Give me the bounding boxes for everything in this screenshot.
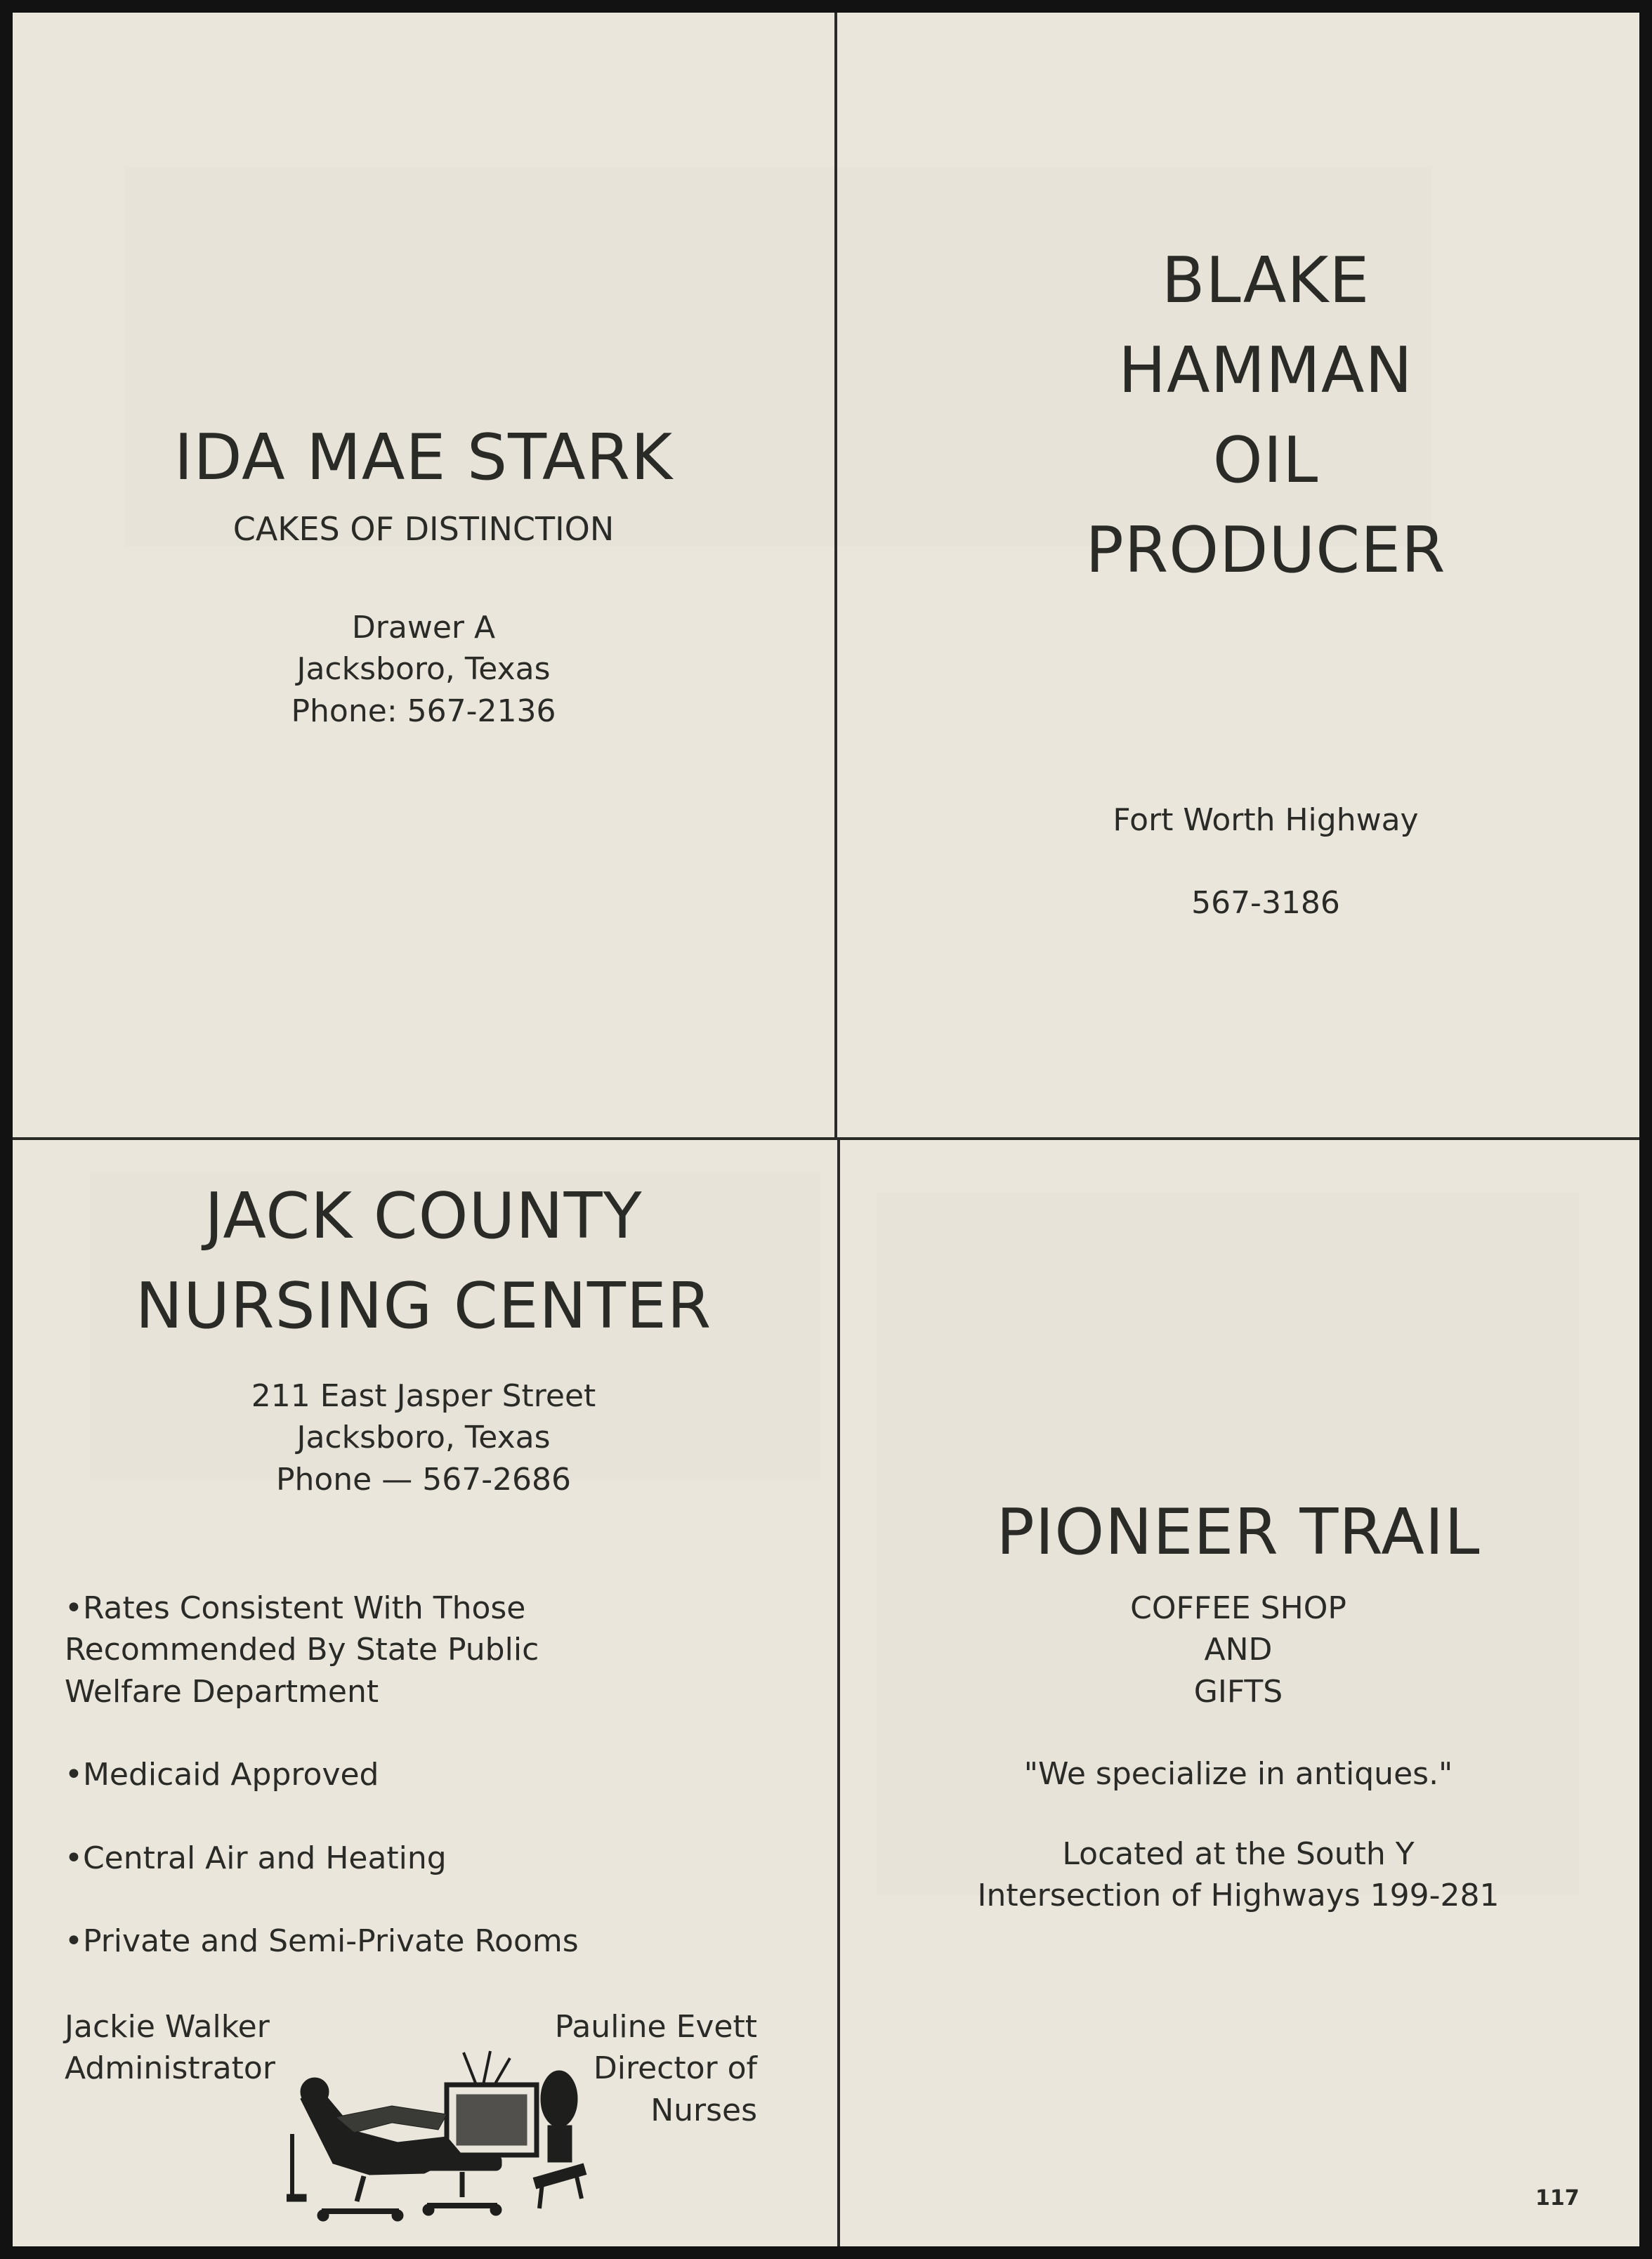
administrator-credit (65, 2006, 275, 2090)
horizontal-divider (13, 1137, 1639, 1140)
director-title-line2: Nurses (650, 2092, 757, 2128)
page-number: 117 (1535, 2186, 1580, 2211)
pioneer-line3: GIFTS (1193, 1673, 1283, 1710)
feature-text: •Central Air and Heating (65, 1840, 447, 1876)
hamman-title (907, 236, 1624, 596)
feature-text: Welfare Department (65, 1673, 379, 1710)
stark-tagline: CAKES OF DISTINCTION (232, 510, 615, 548)
nursing-address-line2: Jacksboro, Texas (296, 1420, 551, 1456)
nursing-address-line1: 211 East Jasper Street (251, 1378, 596, 1414)
hamman-ad (907, 236, 1624, 596)
administrator-name: Jackie Walker (65, 2009, 270, 2045)
stark-phone: Phone: 567-2136 (291, 693, 556, 729)
stark-address (13, 607, 834, 732)
hamman-phone: 567-3186 (1191, 885, 1340, 921)
hamman-line4: PRODUCER (1085, 513, 1446, 587)
stark-name: IDA MAE STARK (173, 421, 674, 495)
nursing-title (13, 1172, 834, 1351)
pioneer-location-line1: Located at the South Y (1062, 1835, 1415, 1872)
vertical-divider-top (834, 13, 837, 1140)
hamman-address: Fort Worth Highway (1113, 802, 1419, 838)
nursing-ad-header (13, 1172, 834, 1500)
stark-ad (13, 420, 834, 732)
pioneer-location-line2: Intersection of Highways 199-281 (977, 1877, 1500, 1913)
nursing-address (13, 1375, 834, 1500)
yearbook-ad-page (13, 13, 1639, 2246)
feature-item (65, 1920, 802, 1962)
pioneer-name: PIONEER TRAIL (996, 1495, 1481, 1569)
hamman-line3: OIL (1212, 424, 1319, 497)
stark-address-line1: Drawer A (351, 609, 496, 646)
feature-text: •Medicaid Approved (65, 1757, 379, 1793)
pioneer-quote: "We specialize in antiques." (1023, 1756, 1453, 1793)
stark-address-line2: Jacksboro, Texas (296, 651, 551, 688)
feature-item (65, 1587, 802, 1713)
nursing-title-line2: NURSING CENTER (135, 1269, 712, 1343)
pioneer-location (837, 1833, 1639, 1917)
nursing-title-line1: JACK COUNTY (204, 1179, 643, 1253)
pioneer-line2: AND (1204, 1632, 1273, 1668)
director-title-line1: Director of (593, 2050, 757, 2087)
director-name: Pauline Evett (554, 2009, 757, 2045)
nursing-features (65, 1587, 802, 1962)
feature-text: •Private and Semi-Private Rooms (65, 1923, 579, 1959)
feature-item (65, 1838, 802, 1879)
feature-item (65, 1754, 802, 1795)
feature-text: •Rates Consistent With Those (65, 1590, 526, 1626)
pioneer-line1: COFFEE SHOP (1130, 1590, 1346, 1626)
nursing-phone: Phone — 567-2686 (275, 1461, 572, 1498)
hamman-line2: HAMMAN (1118, 334, 1413, 407)
feature-text: Recommended By State Public (65, 1632, 539, 1668)
lounge-chair-illustration (287, 2050, 589, 2232)
administrator-title: Administrator (65, 2050, 275, 2087)
pioneer-offerings (837, 1587, 1639, 1713)
pioneer-ad (837, 1495, 1639, 1916)
hamman-line1: BLAKE (1161, 244, 1370, 317)
